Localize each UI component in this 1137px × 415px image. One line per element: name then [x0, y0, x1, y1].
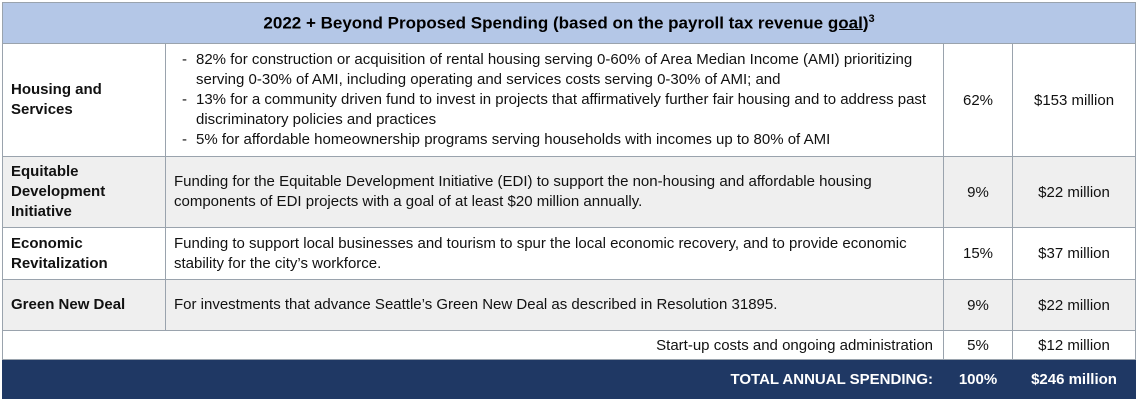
- description-edi: Funding for the Equitable Development Initiative (EDI) to support the non-housing and affordable housing components of EDI projects with a goal of at least $20 million annually.: [166, 157, 944, 228]
- housing-bullet-list: [174, 50, 935, 150]
- category-housing: Housing and Services: [3, 44, 166, 157]
- total-label: TOTAL ANNUAL SPENDING:: [3, 360, 944, 399]
- description-housing: [166, 44, 944, 157]
- table-row-total: [3, 360, 1136, 399]
- amount-green-new-deal: $22 million: [1013, 280, 1136, 331]
- list-item: [174, 90, 935, 130]
- title-main-text: 2022 + Beyond Proposed Spending (based on the payroll tax revenue: [263, 13, 828, 33]
- amount-edi: $22 million: [1013, 157, 1136, 228]
- bullet-text: 13% for a community driven fund to invest in projects that affirmatively further fair housing and to address past discriminatory policies and practices: [196, 91, 927, 128]
- list-item: [174, 130, 935, 150]
- amount-economic: $37 million: [1013, 228, 1136, 280]
- percent-total: 100%: [944, 360, 1013, 399]
- bullet-dash: -: [182, 131, 187, 148]
- description-economic: Funding to support local businesses and tourism to spur the local economic recovery, and to provide economic stability for the city’s workforce.: [166, 228, 944, 280]
- percent-edi: 9%: [944, 157, 1013, 228]
- category-economic: Economic Revitalization: [3, 228, 166, 280]
- list-item: [174, 50, 935, 90]
- bullet-text: 82% for construction or acquisition of rental housing serving 0-60% of Area Median Income (AMI) prioritizing serving 0-30% of AMI, including operating and services costs serving 0-30% of AMI; and: [196, 51, 913, 88]
- title-close-text: ): [862, 13, 869, 33]
- percent-housing: 62%: [944, 44, 1013, 157]
- title-footnote: 3: [868, 12, 875, 25]
- spending-table: [2, 2, 1136, 399]
- bullet-text: 5% for affordable homeownership programs serving households with incomes up to 80% of AMI: [196, 131, 831, 148]
- table-row-startup: [3, 331, 1136, 360]
- bullet-dash: -: [182, 51, 187, 68]
- table-row-green-new-deal: [3, 280, 1136, 331]
- table-title: [3, 3, 1136, 44]
- amount-startup: $12 million: [1013, 331, 1136, 360]
- description-green-new-deal: For investments that advance Seattle’s Green New Deal as described in Resolution 31895.: [166, 280, 944, 331]
- table-row-housing: [3, 44, 1136, 157]
- bullet-dash: -: [182, 91, 187, 108]
- amount-housing: $153 million: [1013, 44, 1136, 157]
- startup-label: Start-up costs and ongoing administration: [3, 331, 944, 360]
- category-edi: Equitable Development Initiative: [3, 157, 166, 228]
- percent-economic: 15%: [944, 228, 1013, 280]
- percent-green-new-deal: 9%: [944, 280, 1013, 331]
- amount-total: $246 million: [1013, 360, 1136, 399]
- category-green-new-deal: Green New Deal: [3, 280, 166, 331]
- table-title-row: [3, 3, 1136, 44]
- table-row-edi: [3, 157, 1136, 228]
- table-row-economic: [3, 228, 1136, 280]
- percent-startup: 5%: [944, 331, 1013, 360]
- title-goal-text: goal: [827, 13, 863, 33]
